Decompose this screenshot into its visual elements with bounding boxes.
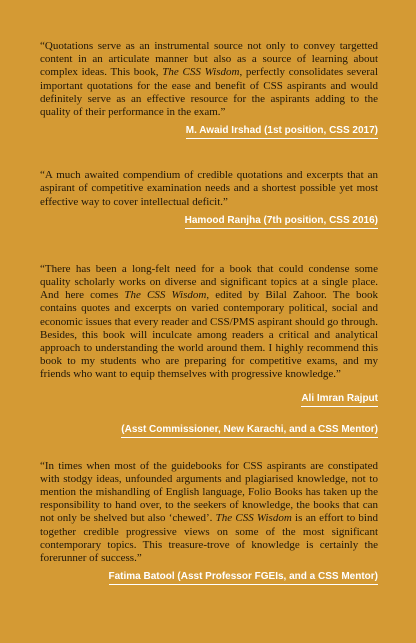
testimonial-quote-1 [40, 40, 378, 139]
quote-text [40, 460, 378, 566]
quote-text-part: “A much awaited compendium of credible quotations and excerpts that an aspirant of competitive examination needs and a shortest possible yet most effective way to cover intellectual deficit.” [40, 169, 378, 208]
book-title-italic: The CSS Wisdom [124, 289, 207, 302]
quote-attribution: Fatima Batool (Asst Professor FGEIs, and a CSS Mentor) [109, 571, 379, 585]
quote-text-part: , perfectly consolidates several important quotations for the ease and benefit of CSS aspirants and would definitely serve as an effective resource for the aspirants adding to the quality of their performance in the exam.” [40, 66, 378, 119]
quote-attribution: Ali Imran Rajput [301, 393, 378, 407]
quote-text-part: is an effort to bind together credible progressive views on some of the most significant contemporary topics. This treasure-trove of knowledge is certainly the forerunner of success.” [40, 512, 378, 565]
book-title-italic: The CSS Wisdom [215, 512, 292, 525]
quote-text-part: “There has been a long-felt need for a book that could condense some quality scholarly works on diverse and significant topics at a single place. And here comes [40, 262, 378, 302]
quote-text-part: “In times when most of the guidebooks for CSS aspirants are constipated with stodgy ideas, unfounded arguments and plagiarised knowledge, not to mention the mishandling of English language, Folio Books has taken up the responsibility to hand over, to the seekers of knowledge, the books that can not only be shelved but also ‘chewed’. [40, 459, 378, 525]
book-title-italic: The CSS Wisdom [162, 66, 240, 79]
quote-text-part: , edited by Bilal Zahoor. The book contains quotes and excerpts on varied contemporary political, social and economic issues that every reader and CSS/PMS aspirant should go through. Besides, this book will inculcate among readers a critical and analytical approach to understanding the world around them. I highly recommend this book to my students who are preparing for competitive exams, and my friends who want to equip themselves with progressive knowledge.” [40, 289, 378, 381]
quote-text [40, 169, 378, 209]
testimonial-quote-3 [40, 263, 378, 438]
testimonial-quote-4 [40, 460, 378, 586]
quote-attribution-role: (Asst Commissioner, New Karachi, and a CSS Mentor) [121, 424, 378, 438]
quote-text-part: “Quotations serve as an instrumental source not only to convey targetted content in an articulate manner but also as a source of learning about complex ideas. This book, [40, 40, 378, 79]
quote-attribution: Hamood Ranjha (7th position, CSS 2016) [185, 215, 378, 229]
quote-text [40, 263, 378, 382]
quote-attribution: M. Awaid Irshad (1st position, CSS 2017) [186, 125, 378, 139]
quote-text [40, 40, 378, 119]
testimonial-quote-2 [40, 169, 378, 229]
